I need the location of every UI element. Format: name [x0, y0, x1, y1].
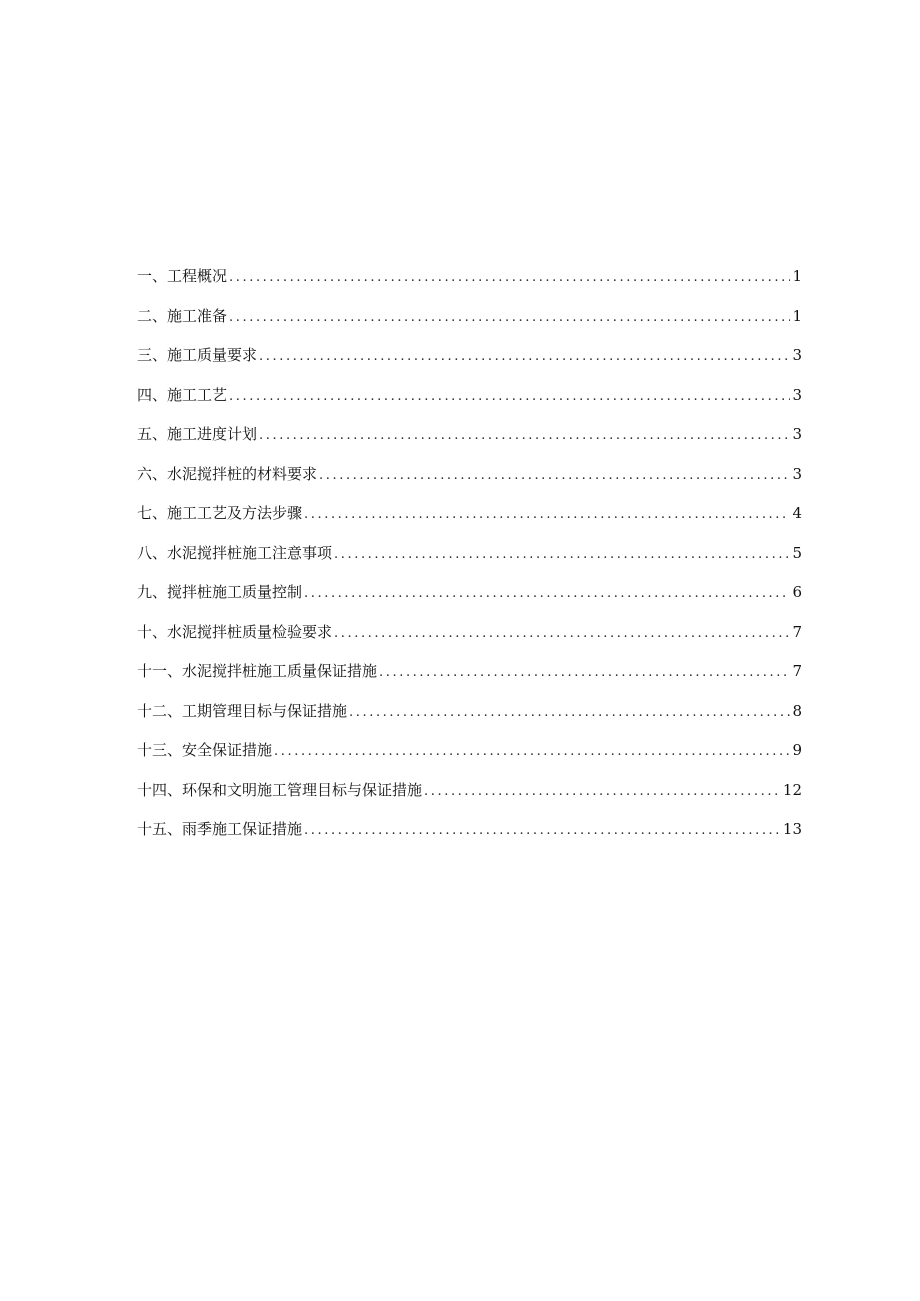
toc-entry[interactable] — [137, 740, 802, 780]
toc-entry[interactable] — [137, 701, 802, 741]
toc-entry-title: 十二、工期管理目标与保证措施 — [137, 701, 348, 720]
toc-entry-page: 8 — [792, 701, 802, 720]
toc-entry[interactable] — [137, 385, 802, 425]
toc-entry-page: 12 — [782, 780, 802, 799]
toc-entry-title: 十三、安全保证措施 — [137, 741, 273, 759]
dot-leader — [229, 308, 790, 328]
toc-entry-title: 十四、环保和文明施工管理目标与保证措施 — [137, 780, 423, 799]
toc-entry-title: 六、水泥搅拌桩的材料要求 — [137, 464, 318, 483]
dot-leader — [259, 347, 790, 367]
toc-entry-page: 4 — [792, 504, 802, 522]
toc-entry-page: 3 — [792, 385, 802, 404]
toc-entry-title: 三、施工质量要求 — [137, 346, 258, 364]
toc-entry-title: 九、搅拌桩施工质量控制 — [137, 583, 303, 601]
toc-entry-page: 5 — [792, 543, 802, 562]
dot-leader — [229, 268, 790, 288]
toc-entry[interactable] — [137, 266, 802, 306]
toc-entry-page: 7 — [792, 622, 802, 641]
dot-leader — [259, 426, 790, 446]
toc-entry-page: 1 — [792, 306, 802, 325]
toc-entry[interactable] — [137, 780, 802, 820]
toc-entry-title: 十、水泥搅拌桩质量检验要求 — [137, 622, 333, 641]
toc-entry-title: 二、施工准备 — [137, 306, 228, 325]
toc-entry[interactable] — [137, 306, 802, 346]
toc-entry-title: 一、工程概况 — [137, 267, 228, 285]
dot-leader — [319, 466, 790, 486]
toc-entry-title: 八、水泥搅拌桩施工注意事项 — [137, 543, 333, 562]
toc-entry-page: 13 — [782, 820, 802, 838]
dot-leader — [349, 703, 790, 723]
dot-leader — [334, 545, 790, 565]
table-of-contents — [137, 266, 802, 859]
dot-leader — [304, 584, 790, 604]
toc-entry-page: 3 — [792, 425, 802, 443]
dot-leader — [424, 782, 781, 802]
toc-entry-title: 七、施工工艺及方法步骤 — [137, 504, 303, 522]
toc-entry[interactable] — [137, 424, 802, 464]
toc-entry-title: 十五、雨季施工保证措施 — [137, 820, 303, 838]
toc-entry-title: 十一、水泥搅拌桩施工质量保证措施 — [137, 662, 378, 680]
dot-leader — [229, 387, 790, 407]
toc-entry[interactable] — [137, 582, 802, 622]
dot-leader — [274, 742, 790, 762]
toc-entry-page: 6 — [792, 583, 802, 601]
toc-entry[interactable] — [137, 345, 802, 385]
dot-leader — [379, 663, 790, 683]
toc-entry[interactable] — [137, 622, 802, 662]
dot-leader — [304, 821, 781, 841]
toc-entry-title: 四、施工工艺 — [137, 385, 228, 404]
toc-entry[interactable] — [137, 503, 802, 543]
toc-entry[interactable] — [137, 543, 802, 583]
toc-entry-title: 五、施工进度计划 — [137, 425, 258, 443]
toc-entry-page: 3 — [792, 464, 802, 483]
toc-entry-page: 7 — [792, 662, 802, 680]
toc-entry-page: 9 — [792, 741, 802, 759]
toc-entry[interactable] — [137, 661, 802, 701]
toc-entry[interactable] — [137, 464, 802, 504]
dot-leader — [304, 505, 790, 525]
toc-entry[interactable] — [137, 819, 802, 859]
toc-entry-page: 1 — [792, 267, 802, 285]
toc-entry-page: 3 — [792, 346, 802, 364]
dot-leader — [334, 624, 790, 644]
